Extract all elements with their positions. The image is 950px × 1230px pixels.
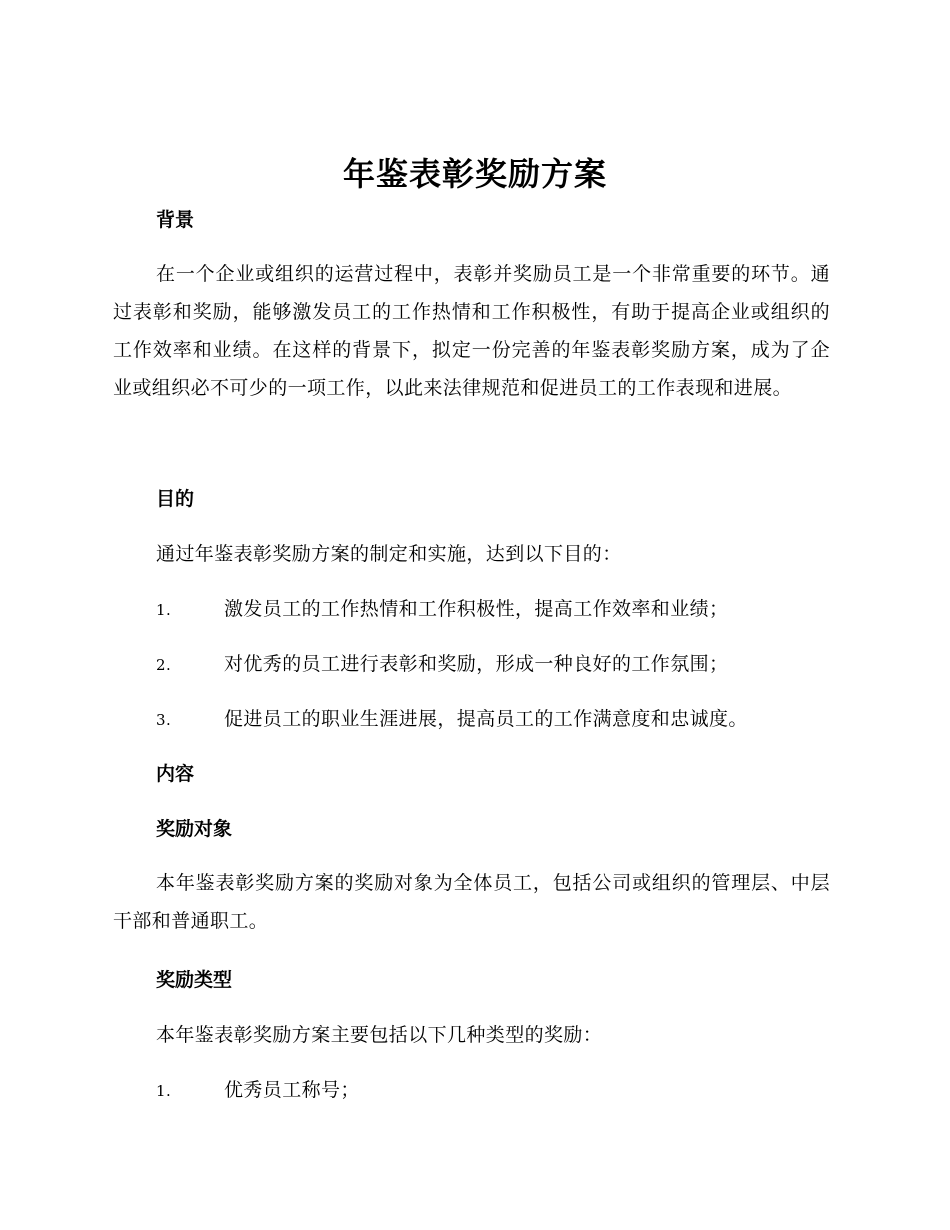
heading-background: 背景	[156, 209, 195, 231]
paragraph-purpose-intro: 通过年鉴表彰奖励方案的制定和实施，达到以下目的：	[156, 543, 622, 565]
list-number: 1.	[156, 601, 172, 619]
paragraph-background: 在一个企业或组织的运营过程中，表彰并奖励员工是一个非常重要的环节。通过表彰和奖励，能够激发员工的工作热情和工作积极性，有助于提高企业或组织的工作效率和业绩。在这样的背景下，拟定一份完善的年鉴表彰奖励方案，成为了企业或组织必不可少的一项工作，以此来法律规范和促进员工的工作表现和进展。	[113, 263, 830, 399]
list-item	[113, 1076, 873, 1105]
list-item	[113, 705, 873, 734]
paragraph-reward-target: 本年鉴表彰奖励方案的奖励对象为全体员工，包括公司或组织的管理层、中层干部和普通职工。	[113, 872, 830, 932]
heading-purpose: 目的	[156, 488, 195, 510]
list-text: 激发员工的工作热情和工作积极性，提高工作效率和业绩；	[224, 598, 729, 620]
list-number: 3.	[156, 711, 172, 729]
heading-content: 内容	[156, 763, 195, 785]
list-item	[113, 595, 873, 624]
list-item	[113, 650, 873, 679]
list-text: 优秀员工称号；	[224, 1079, 360, 1101]
list-text: 对优秀的员工进行表彰和奖励，形成一种良好的工作氛围；	[224, 653, 729, 675]
list-number: 2.	[156, 656, 172, 674]
list-number: 1.	[156, 1082, 172, 1100]
document-title: 年鉴表彰奖励方案	[342, 155, 607, 193]
paragraph-reward-types-intro: 本年鉴表彰奖励方案主要包括以下几种类型的奖励：	[156, 1024, 603, 1046]
heading-reward-target: 奖励对象	[156, 818, 233, 840]
list-text: 促进员工的职业生涯进展，提高员工的工作满意度和忠诚度。	[224, 708, 748, 730]
heading-reward-types: 奖励类型	[156, 969, 233, 991]
